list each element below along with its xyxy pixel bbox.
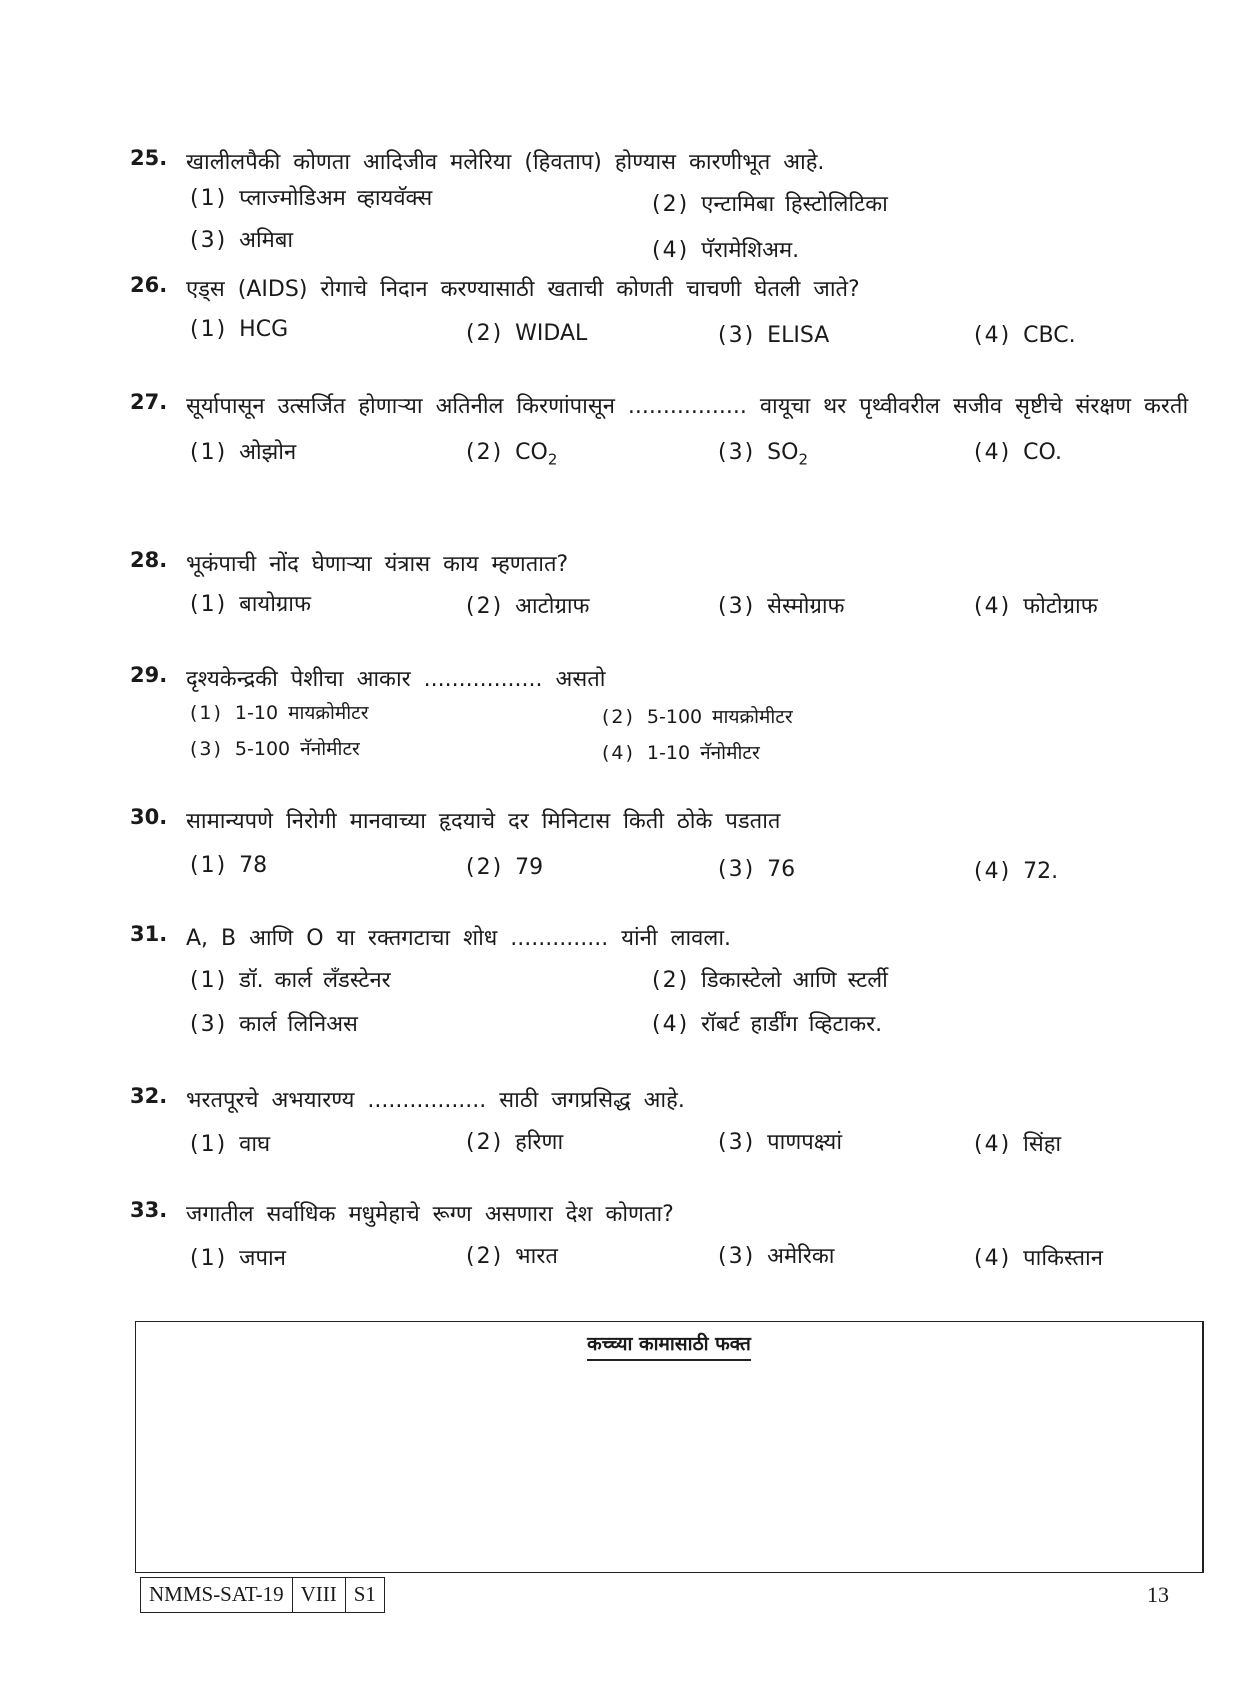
option-4: (4) 72.	[974, 859, 1059, 884]
option-3: (3) $SO_2$	[718, 440, 808, 469]
option-2: (2) डिकास्टेलो आणि स्टर्ली	[652, 968, 888, 993]
question-text: सूर्यापासून उत्सर्जित होणाऱ्या अतिनील किरणांपासून ................. वायूचा थर पृथ्वीवरील सजीव सृष्टीचे संरक्षण करती	[186, 394, 1189, 419]
question-25	[130, 146, 1190, 263]
option-4: (4) CO.	[974, 440, 1062, 465]
question-27	[130, 390, 1190, 468]
set-code: S1	[353, 1582, 376, 1606]
page-number: 13	[1147, 1582, 1169, 1607]
question-text: भरतपूरचे अभयारण्य ................. साठी जगप्रसिद्ध आहे.	[186, 1088, 685, 1113]
option-2: (2) हरिणा	[466, 1130, 564, 1155]
question-text: खालीलपैकी कोणता आदिजीव मलेरिया (हिवताप) होण्यास कारणीभूत आहे.	[186, 150, 825, 175]
question-29	[130, 663, 1190, 767]
option-3: (3) ELISA	[718, 323, 830, 348]
option-3: (3) कार्ल लिनिअस	[190, 1012, 358, 1037]
option-1: (1) डॉ. कार्ल लॅंडस्टेनर	[190, 968, 391, 993]
question-33	[130, 1198, 1190, 1276]
option-1: (1) प्लाज्मोडिअम व्हायवॅक्स	[190, 186, 433, 211]
question-number: 31.	[130, 922, 168, 946]
option-4: (4) 1-10 नॅनोमीटर	[602, 742, 760, 764]
option-4: (4) रॉबर्ट हार्डींग व्हिटाकर.	[652, 1012, 883, 1037]
question-28	[130, 548, 1190, 626]
option-1: (1) बायोग्राफ	[190, 592, 311, 617]
option-1: (1) ओझोन	[190, 440, 297, 465]
option-3: (3) सेस्मोग्राफ	[718, 594, 845, 619]
option-3: (3) अमिबा	[190, 228, 294, 253]
option-2: (2) एन्टामिबा हिस्टोलिटिका	[652, 192, 888, 217]
option-1: (1) 78	[190, 853, 268, 878]
question-26	[130, 273, 1190, 351]
class-code: VIII	[293, 1578, 346, 1612]
option-4: (4) सिंहा	[974, 1132, 1062, 1157]
exam-code: NMMS-SAT-19	[141, 1578, 293, 1612]
option-2: (2) भारत	[466, 1244, 558, 1269]
question-number: 29.	[130, 663, 168, 687]
question-text: A, B आणि O या रक्तगटाचा शोध .............. यांनी लावला.	[186, 926, 732, 951]
option-2: (2) आटोग्राफ	[466, 594, 590, 619]
footer-code-box	[140, 1577, 385, 1613]
option-4: (4) पॅरामेशिअम.	[652, 238, 800, 263]
option-2: (2) WIDAL	[466, 321, 588, 346]
option-4: (4) पाकिस्तान	[974, 1246, 1103, 1271]
question-number: 27.	[130, 390, 168, 414]
question-text: एड्स (AIDS) रोगाचे निदान करण्यासाठी खताची कोणती चाचणी घेतली जाते?	[186, 277, 860, 302]
option-2: (2) $CO_2$	[466, 440, 558, 469]
rough-work-title: कच्च्या कामासाठी फक्त	[136, 1330, 1202, 1356]
question-text: दृश्यकेन्द्रकी पेशीचा आकार ................. असतो	[186, 667, 606, 692]
option-1: (1) 1-10 मायक्रोमीटर	[190, 702, 369, 724]
question-text: जगातील सर्वाधिक मधुमेहाचे रूग्ण असणारा देश कोणता?	[186, 1202, 674, 1227]
question-number: 26.	[130, 273, 168, 297]
question-number: 30.	[130, 805, 168, 829]
question-30	[130, 805, 1190, 883]
question-number: 25.	[130, 146, 168, 170]
rough-work-box	[135, 1321, 1204, 1573]
question-text: सामान्यपणे निरोगी मानवाच्या हृदयाचे दर मिनिटास किती ठोके पडतात	[186, 809, 781, 834]
option-1: (1) HCG	[190, 317, 289, 342]
option-3: (3) पाणपक्ष्यां	[718, 1130, 843, 1155]
question-number: 33.	[130, 1198, 168, 1222]
option-4: (4) CBC.	[974, 323, 1076, 348]
option-2: (2) 79	[466, 855, 544, 880]
question-31	[130, 922, 1190, 1036]
option-1: (1) वाघ	[190, 1132, 271, 1157]
question-number: 32.	[130, 1084, 168, 1108]
option-4: (4) फोटोग्राफ	[974, 594, 1098, 619]
option-3: (3) अमेरिका	[718, 1244, 835, 1269]
question-text: भूकंपाची नोंद घेणाऱ्या यंत्रास काय म्हणतात?	[186, 552, 569, 577]
question-number: 28.	[130, 548, 168, 572]
question-32	[130, 1084, 1190, 1162]
option-1: (1) जपान	[190, 1246, 286, 1271]
option-2: (2) 5-100 मायक्रोमीटर	[602, 706, 793, 728]
option-3: (3) 5-100 नॅनोमीटर	[190, 738, 360, 760]
option-3: (3) 76	[718, 857, 796, 882]
